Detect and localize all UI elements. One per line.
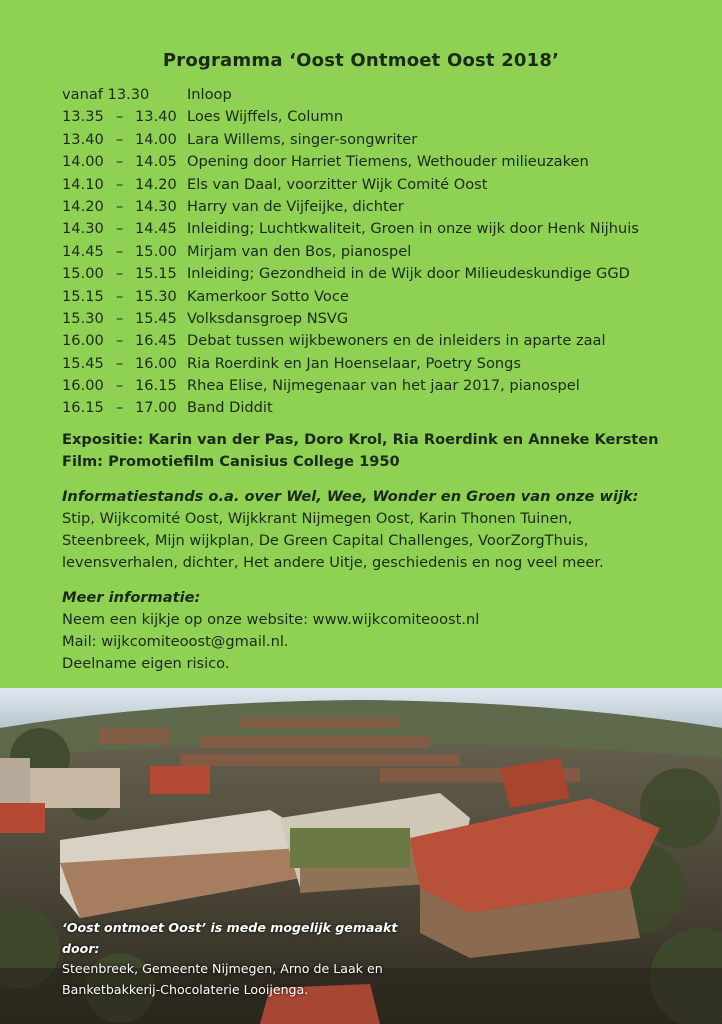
website-line: Neem een kijkje op onze website: www.wijkcomiteoost.nl — [62, 611, 480, 628]
program-end-time: 15.00 — [135, 242, 177, 260]
program-end-time: 16.00 — [135, 354, 177, 372]
program-end-time: 15.15 — [135, 265, 177, 283]
program-start-time: 14.00 — [62, 153, 104, 171]
program-end-time: 15.30 — [135, 287, 177, 305]
program-row — [62, 151, 702, 173]
film-line: Film: Promotiefilm Canisius College 1950 — [62, 453, 400, 470]
program-dash: – — [116, 332, 124, 350]
program-start-time: 15.15 — [62, 287, 104, 305]
program-description: Inleiding; Gezondheid in de Wijk door Milieudeskundige GGD — [187, 265, 630, 283]
program-row — [62, 286, 702, 308]
program-dash: – — [116, 287, 124, 305]
program-row — [62, 241, 702, 263]
program-schedule — [62, 84, 702, 420]
program-end-time: 15.45 — [135, 309, 177, 327]
program-end-time: 13.40 — [135, 108, 177, 126]
program-start-time: 16.15 — [62, 399, 104, 417]
program-start-time: 14.45 — [62, 242, 104, 260]
program-dash: – — [116, 354, 124, 372]
info-heading: Informatiestands o.a. over Wel, Wee, Wonder en Groen van onze wijk: — [62, 488, 639, 505]
program-description: Inleiding; Luchtkwaliteit, Groen in onze wijk door Henk Nijhuis — [187, 220, 639, 238]
program-start-time: 16.00 — [62, 332, 104, 350]
info-line: Steenbreek, Mijn wijkplan, De Green Capital Challenges, VoorZorgThuis, — [62, 532, 589, 549]
program-start-time: 13.35 — [62, 108, 104, 126]
program-description: Harry van de Vijfeijke, dichter — [187, 197, 404, 215]
program-row — [62, 174, 702, 196]
program-description: Opening door Harriet Tiemens, Wethouder milieuzaken — [187, 153, 589, 171]
program-description: Ria Roerdink en Jan Hoenselaar, Poetry Songs — [187, 354, 521, 372]
program-description: Volksdansgroep NSVG — [187, 309, 349, 327]
program-start-time: 16.00 — [62, 377, 104, 395]
program-row — [62, 196, 702, 218]
program-row — [62, 218, 702, 240]
program-dash: – — [116, 220, 124, 238]
program-end-time: 14.05 — [135, 153, 177, 171]
program-end-time: 16.45 — [135, 332, 177, 350]
program-dash: – — [116, 153, 124, 171]
info-line: levensverhalen, dichter, Het andere Uitje, geschiedenis en nog veel meer. — [62, 554, 604, 571]
page-title: Programma ‘Oost Ontmoet Oost 2018’ — [162, 50, 560, 71]
program-dash: – — [116, 130, 124, 148]
sponsor-caption — [62, 918, 422, 1000]
program-start-time: vanaf 13.30 — [62, 86, 150, 103]
program-dash: – — [116, 175, 124, 193]
program-description: Debat tussen wijkbewoners en de inleiders in aparte zaal — [187, 332, 606, 350]
program-row — [62, 397, 702, 419]
program-description: Kamerkoor Sotto Voce — [187, 287, 349, 305]
program-dash: – — [116, 197, 124, 215]
program-row — [62, 308, 702, 330]
program-dash: – — [116, 309, 124, 327]
program-start-time: 13.40 — [62, 130, 104, 148]
program-description: Loes Wijffels, Column — [187, 108, 344, 126]
program-row — [62, 330, 702, 352]
program-description: Els van Daal, voorzitter Wijk Comité Oost — [187, 175, 488, 193]
program-end-time: 14.45 — [135, 220, 177, 238]
expositie-line: Expositie: Karin van der Pas, Doro Krol, Ria Roerdink en Anneke Kersten — [62, 431, 659, 448]
caption-line: Steenbreek, Gemeente Nijmegen, Arno de Laak en — [62, 961, 383, 976]
program-start-time: 15.30 — [62, 309, 104, 327]
program-row — [62, 263, 702, 285]
info-line: Stip, Wijkcomité Oost, Wijkkrant Nijmegen Oost, Karin Thonen Tuinen, — [62, 510, 573, 527]
program-description: Mirjam van den Bos, pianospel — [187, 242, 412, 260]
program-row — [62, 106, 702, 128]
program-dash: – — [116, 265, 124, 283]
program-description: Band Diddit — [187, 399, 273, 417]
program-dash: – — [116, 108, 124, 126]
program-description: Inloop — [187, 86, 232, 103]
program-start-time: 15.45 — [62, 354, 104, 372]
program-row — [62, 129, 702, 151]
program-start-time: 14.10 — [62, 175, 104, 193]
program-end-time: 17.00 — [135, 399, 177, 417]
caption-heading: ‘Oost ontmoet Oost’ is mede mogelijk gemaakt door: — [62, 920, 398, 956]
program-dash: – — [116, 399, 124, 417]
risk-line: Deelname eigen risico. — [62, 655, 230, 672]
program-end-time: 14.20 — [135, 175, 177, 193]
program-description: Rhea Elise, Nijmegenaar van het jaar 2017, pianospel — [187, 377, 580, 395]
mail-line: Mail: wijkcomiteoost@gmail.nl. — [62, 633, 289, 650]
meer-heading: Meer informatie: — [62, 589, 201, 606]
program-end-time: 16.15 — [135, 377, 177, 395]
program-end-time: 14.00 — [135, 130, 177, 148]
program-start-time: 14.20 — [62, 197, 104, 215]
program-start-time: 15.00 — [62, 265, 104, 283]
program-row — [62, 375, 702, 397]
program-description: Lara Willems, singer-songwriter — [187, 130, 418, 148]
program-row — [62, 353, 702, 375]
program-dash: – — [116, 377, 124, 395]
caption-line: Banketbakkerij-Chocolaterie Looijenga. — [62, 981, 309, 997]
program-dash: – — [116, 242, 124, 260]
program-start-time: 14.30 — [62, 220, 104, 238]
program-row — [62, 84, 702, 106]
program-end-time: 14.30 — [135, 197, 177, 215]
